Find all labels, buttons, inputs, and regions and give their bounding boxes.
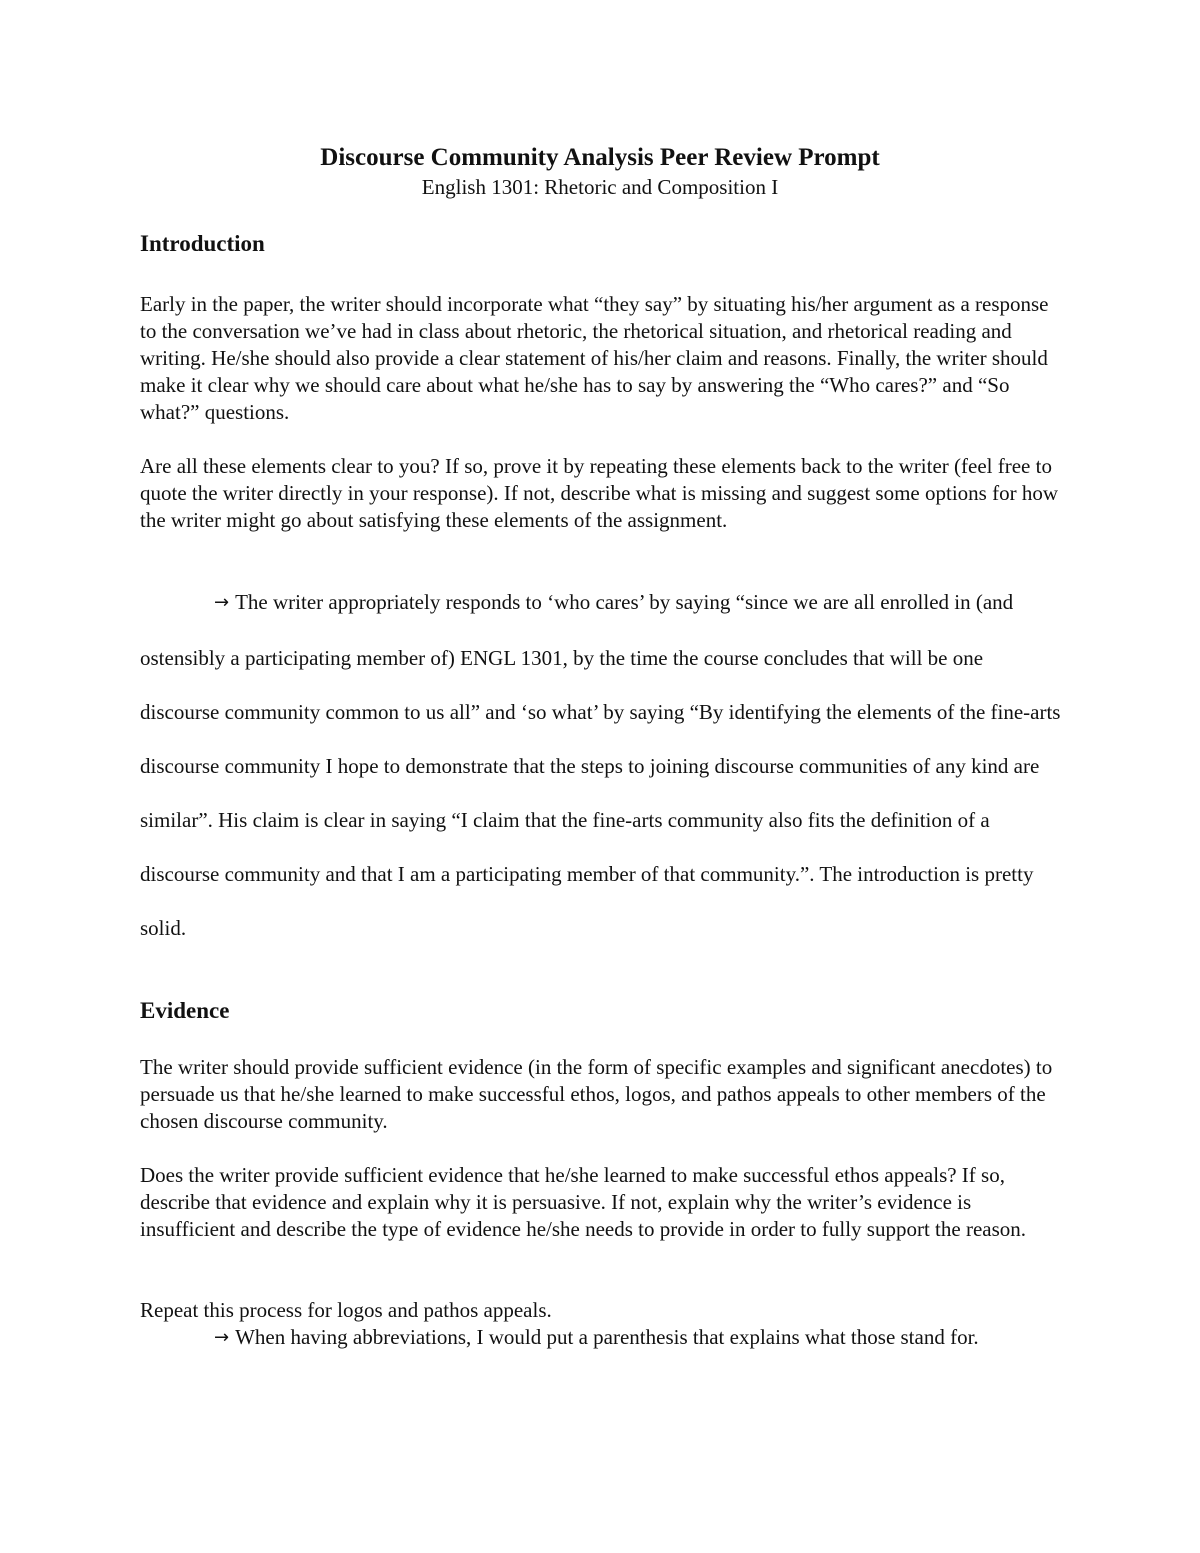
introduction-heading: Introduction: [140, 231, 265, 256]
introduction-paragraph-2: Are all these elements clear to you? If so, prove it by repeating these elements back to the writer (feel free to quote the writer directly in your response). If not, describe what is missing and suggest some options for how the writer might go about satisfying these elements of the assignment.: [140, 454, 1058, 532]
evidence-paragraph-2: Does the writer provide sufficient evidence that he/she learned to make successful ethos appeals? If so, describe that evidence and explain why it is persuasive. If not, explain why the writer’s evidence is insufficient and describe the type of evidence he/she needs to provide in order to fully support the reason.: [140, 1163, 1027, 1241]
document-subtitle: English 1301: Rhetoric and Composition I: [421, 175, 779, 199]
evidence-paragraph-1: The writer should provide sufficient evidence (in the form of specific examples and significant anecdotes) to persuade us that he/she learned to make successful ethos, logos, and pathos appeals to other members of the chosen discourse community.: [140, 1055, 1053, 1133]
introduction-response-text: The writer appropriately responds to ‘who cares’ by saying “since we are all enrolled in (and ostensibly a participating member of) ENGL 1301, by the time the course concludes that will be one discourse community common to us all” and ‘so what’ by saying “By identifying the elements of the fine-arts discourse community I hope to demonstrate that the steps to joining discourse communities of any kind are similar”. His claim is clear in saying “I claim that the fine-arts community also fits the definition of a discourse community and that I am a participating member of that community.”. The introduction is pretty solid.: [140, 590, 1061, 940]
introduction-paragraph-1: Early in the paper, the writer should incorporate what “they say” by situating his/her argument as a response to the conversation we’ve had in class about rhetoric, the rhetorical situation, and rhetorical reading and writing. He/she should also provide a clear statement of his/her claim and reasons. Finally, the writer should make it clear why we should care about what he/she has to say by answering the “Who cares?” and “So what?” questions.: [140, 292, 1049, 424]
document-title: Discourse Community Analysis Peer Review Prompt: [320, 144, 880, 171]
arrow-right-icon: →: [214, 592, 230, 613]
arrow-right-icon: →: [214, 1327, 230, 1348]
evidence-heading: Evidence: [140, 998, 230, 1023]
evidence-response-text: When having abbreviations, I would put a parenthesis that explains what those stand for.: [235, 1325, 979, 1349]
evidence-paragraph-3: Repeat this process for logos and pathos appeals.: [140, 1298, 552, 1322]
evidence-reviewer-response: [140, 1310, 1065, 1366]
introduction-reviewer-response: [140, 575, 1065, 955]
